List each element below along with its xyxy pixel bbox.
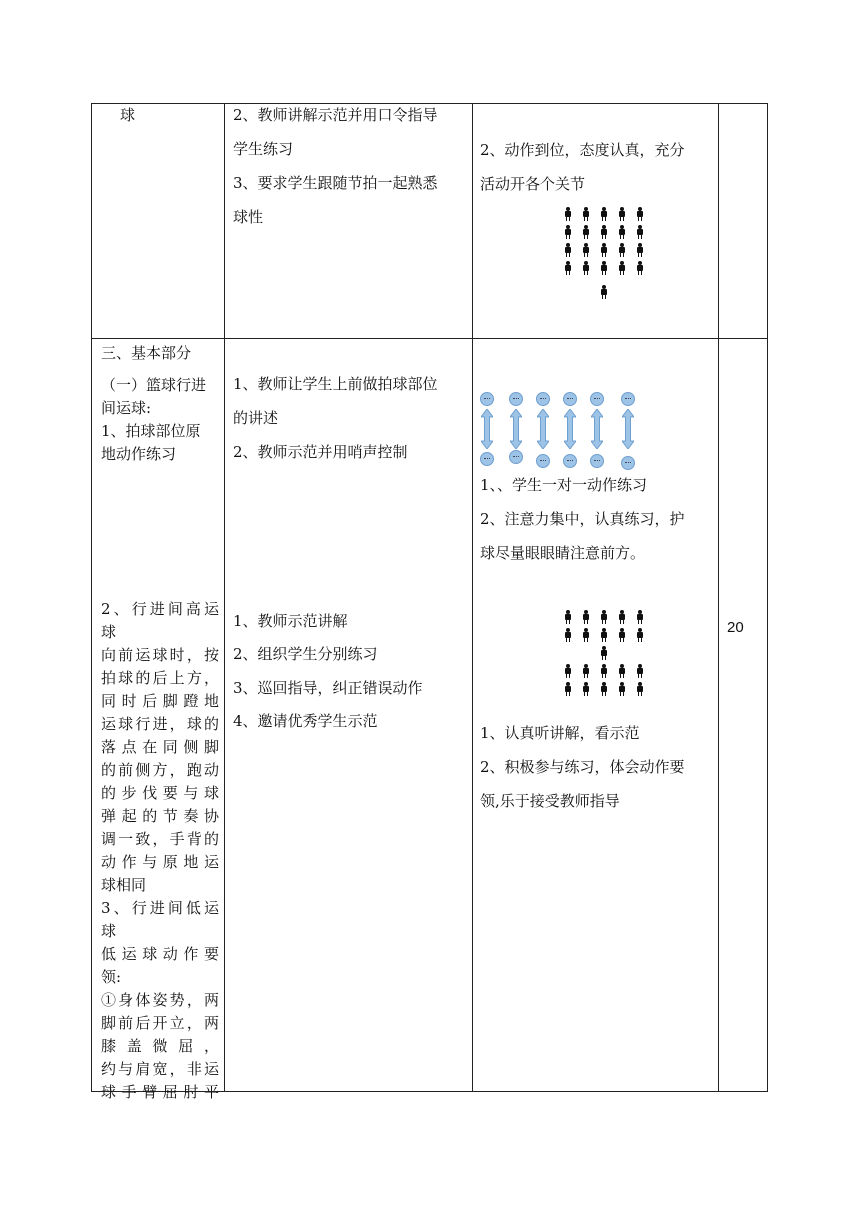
person-icon bbox=[600, 243, 608, 257]
person-icon bbox=[618, 225, 626, 239]
person-icon bbox=[618, 628, 626, 642]
double-arrow-icon bbox=[591, 409, 603, 449]
person-icon bbox=[618, 664, 626, 678]
double-arrow-icon bbox=[510, 409, 522, 449]
person-icon bbox=[636, 243, 644, 257]
column-divider bbox=[472, 104, 473, 1091]
person-icon bbox=[582, 207, 590, 221]
person-icon bbox=[636, 610, 644, 624]
person-icon bbox=[600, 664, 608, 678]
person-icon bbox=[564, 610, 572, 624]
face-icon bbox=[563, 392, 577, 406]
person-icon bbox=[582, 243, 590, 257]
column-divider bbox=[718, 104, 719, 1091]
person-icon bbox=[618, 261, 626, 275]
face-icon bbox=[621, 392, 635, 406]
person-icon bbox=[636, 225, 644, 239]
row-divider bbox=[92, 338, 767, 339]
person-icon bbox=[636, 664, 644, 678]
lesson-plan-table: 球 2、教师讲解示范并用口令指导 学生练习 3、要求学生跟随节拍一起熟悉 球性 2、动作到位，态度认真，充分 活动开各个关节 三、基本部分 （一）篮球行进 间运球: 1、拍球部位原 地动作练习 2、行进间高运 球 向前运球时，按 拍球的后上方， 同时后脚蹬地 运球行进，球的 落点在同侧脚 的前侧方，跑动 的步伐要与球 弹起的节奏协 调一致，手背的 动作与原地运 球相同 3、行进间低运 球 低运球动作要 领: ①身体姿势，两 脚前后开立，两 膝盖微屈， 约与肩宽，非运 球手臂屈肘平 1、教师让学生上前做拍球部位 的讲述 2、教师示范并用哨声控制 1、教师示范讲解 2、组织学生分别练习 3、巡回指导，纠正错误动作 4、邀请优秀学生示范 1、、学生一对一动作练习 2、注意力集中，认真练习，护 球尽量眼眼睛注意前方。 1、认真听讲解，看示范 2、积极参与练习，体会动作要 领,乐于接受教师指导 20 bbox=[91, 103, 768, 1092]
person-icon bbox=[582, 261, 590, 275]
section-header: 三、基本部分 bbox=[101, 344, 192, 362]
double-arrow-icon bbox=[564, 409, 576, 449]
person-icon bbox=[582, 664, 590, 678]
face-icon bbox=[480, 452, 494, 466]
row2-col1-part2: 2、行进间高运 球 向前运球时，按 拍球的后上方， 同时后脚蹬地 运球行进，球的 落点在同侧脚 的前侧方，跑动 的步伐要与球 弹起的节奏协 调一致，手背的 动作与原地运 球相同 3、行进间低运 球 低运球动作要 领: ①身体姿势，两 脚前后开立，两 膝盖微屈， 约与肩宽，非运 球手臂屈肘平 bbox=[101, 600, 219, 1101]
person-icon bbox=[600, 610, 608, 624]
face-icon bbox=[509, 392, 523, 406]
face-icon bbox=[590, 454, 604, 468]
person-icon bbox=[636, 261, 644, 275]
person-icon bbox=[564, 261, 572, 275]
person-icon bbox=[600, 261, 608, 275]
person-icon bbox=[564, 628, 572, 642]
person-icon bbox=[600, 207, 608, 221]
person-icon bbox=[636, 682, 644, 696]
face-icon bbox=[590, 392, 604, 406]
person-icon bbox=[600, 285, 608, 299]
person-icon bbox=[618, 207, 626, 221]
double-arrow-icon bbox=[481, 409, 493, 449]
face-icon bbox=[563, 454, 577, 468]
person-icon bbox=[618, 243, 626, 257]
person-icon bbox=[600, 225, 608, 239]
row1-col1-text: 球 bbox=[120, 106, 136, 124]
person-icon bbox=[600, 628, 608, 642]
double-arrow-icon bbox=[537, 409, 549, 449]
person-icon bbox=[636, 628, 644, 642]
person-icon bbox=[636, 207, 644, 221]
person-icon bbox=[582, 225, 590, 239]
person-icon bbox=[618, 610, 626, 624]
person-icon bbox=[618, 682, 626, 696]
person-icon bbox=[564, 243, 572, 257]
face-icon bbox=[536, 392, 550, 406]
person-icon bbox=[564, 207, 572, 221]
column-divider bbox=[224, 104, 225, 1091]
person-icon bbox=[564, 664, 572, 678]
person-icon bbox=[564, 225, 572, 239]
person-icon bbox=[600, 646, 608, 660]
double-arrow-icon bbox=[622, 409, 634, 449]
face-icon bbox=[480, 392, 494, 406]
person-icon bbox=[564, 682, 572, 696]
person-icon bbox=[600, 682, 608, 696]
time-minutes: 20 bbox=[727, 619, 744, 636]
face-icon bbox=[509, 450, 523, 464]
face-icon bbox=[536, 454, 550, 468]
person-icon bbox=[582, 610, 590, 624]
person-icon bbox=[582, 628, 590, 642]
person-icon bbox=[582, 682, 590, 696]
